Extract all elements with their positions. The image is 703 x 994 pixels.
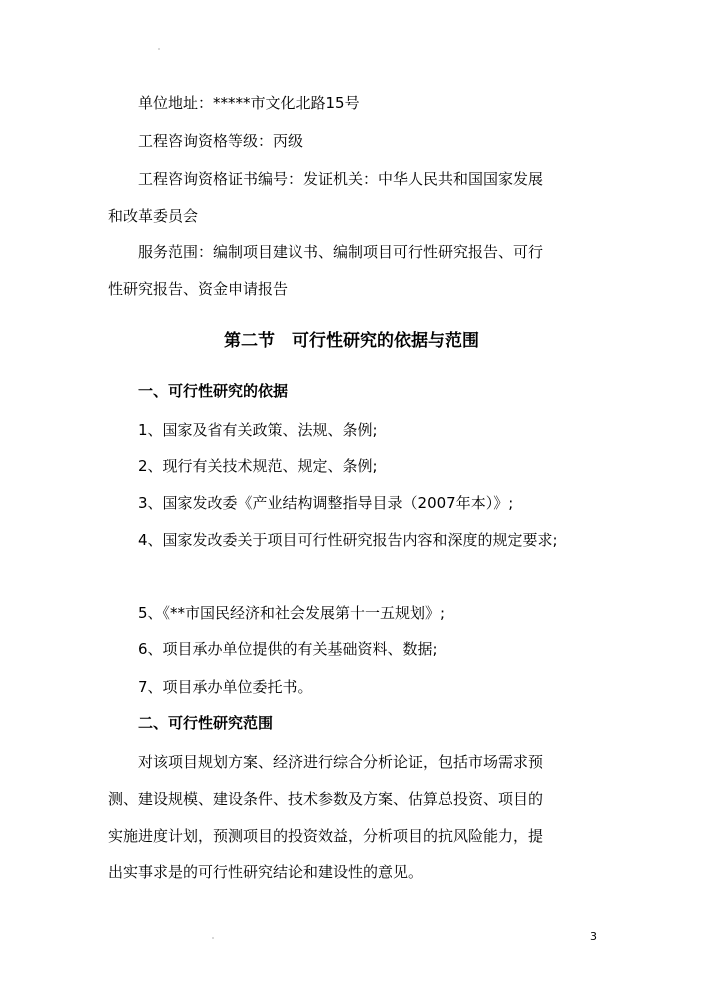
- scope-line-1: 对该项目规划方案、经济进行综合分析论证，包括市场需求预: [138, 753, 544, 771]
- scope-heading: 二、可行性研究范围: [138, 714, 274, 732]
- basis-item-4: 4、国家发改委关于项目可行性研究报告内容和深度的规定要求;: [138, 531, 558, 549]
- basis-item-3: 3、国家发改委《产业结构调整指导目录（2007年本）》;: [138, 494, 514, 512]
- company-scope-line-2: 性研究报告、资金申请报告: [108, 280, 289, 298]
- scope-line-2: 测、建设规模、建设条件、技术参数及方案、估算总投资、项目的: [108, 790, 544, 808]
- scan-dot: [212, 937, 214, 939]
- basis-item-7: 7、项目承办单位委托书。: [138, 678, 313, 696]
- company-address: 单位地址：*****市文化北路15号: [138, 94, 360, 112]
- basis-item-6: 6、项目承办单位提供的有关基础资料、数据;: [138, 640, 438, 658]
- basis-item-1: 1、国家及省有关政策、法规、条例;: [138, 421, 378, 439]
- basis-item-2: 2、现行有关技术规范、规定、条例;: [138, 457, 378, 475]
- company-grade: 工程咨询资格等级：丙级: [138, 132, 304, 150]
- basis-item-5: 5、《**市国民经济和社会发展第十一五规划》;: [138, 604, 446, 622]
- page-number: 3: [590, 930, 597, 943]
- company-scope-line-1: 服务范围：编制项目建议书、编制项目可行性研究报告、可行: [138, 243, 544, 261]
- section-title: 第二节 可行性研究的依据与范围: [224, 331, 479, 351]
- company-certificate-line-1: 工程咨询资格证书编号：发证机关：中华人民共和国国家发展: [138, 170, 544, 188]
- basis-heading: 一、可行性研究的依据: [138, 382, 289, 400]
- scope-line-3: 实施进度计划，预测项目的投资效益，分析项目的抗风险能力，提: [108, 827, 544, 845]
- scope-line-4: 出实事求是的可行性研究结论和建设性的意见。: [108, 863, 424, 881]
- company-certificate-line-2: 和改革委员会: [108, 207, 199, 225]
- scan-dot: [158, 48, 160, 50]
